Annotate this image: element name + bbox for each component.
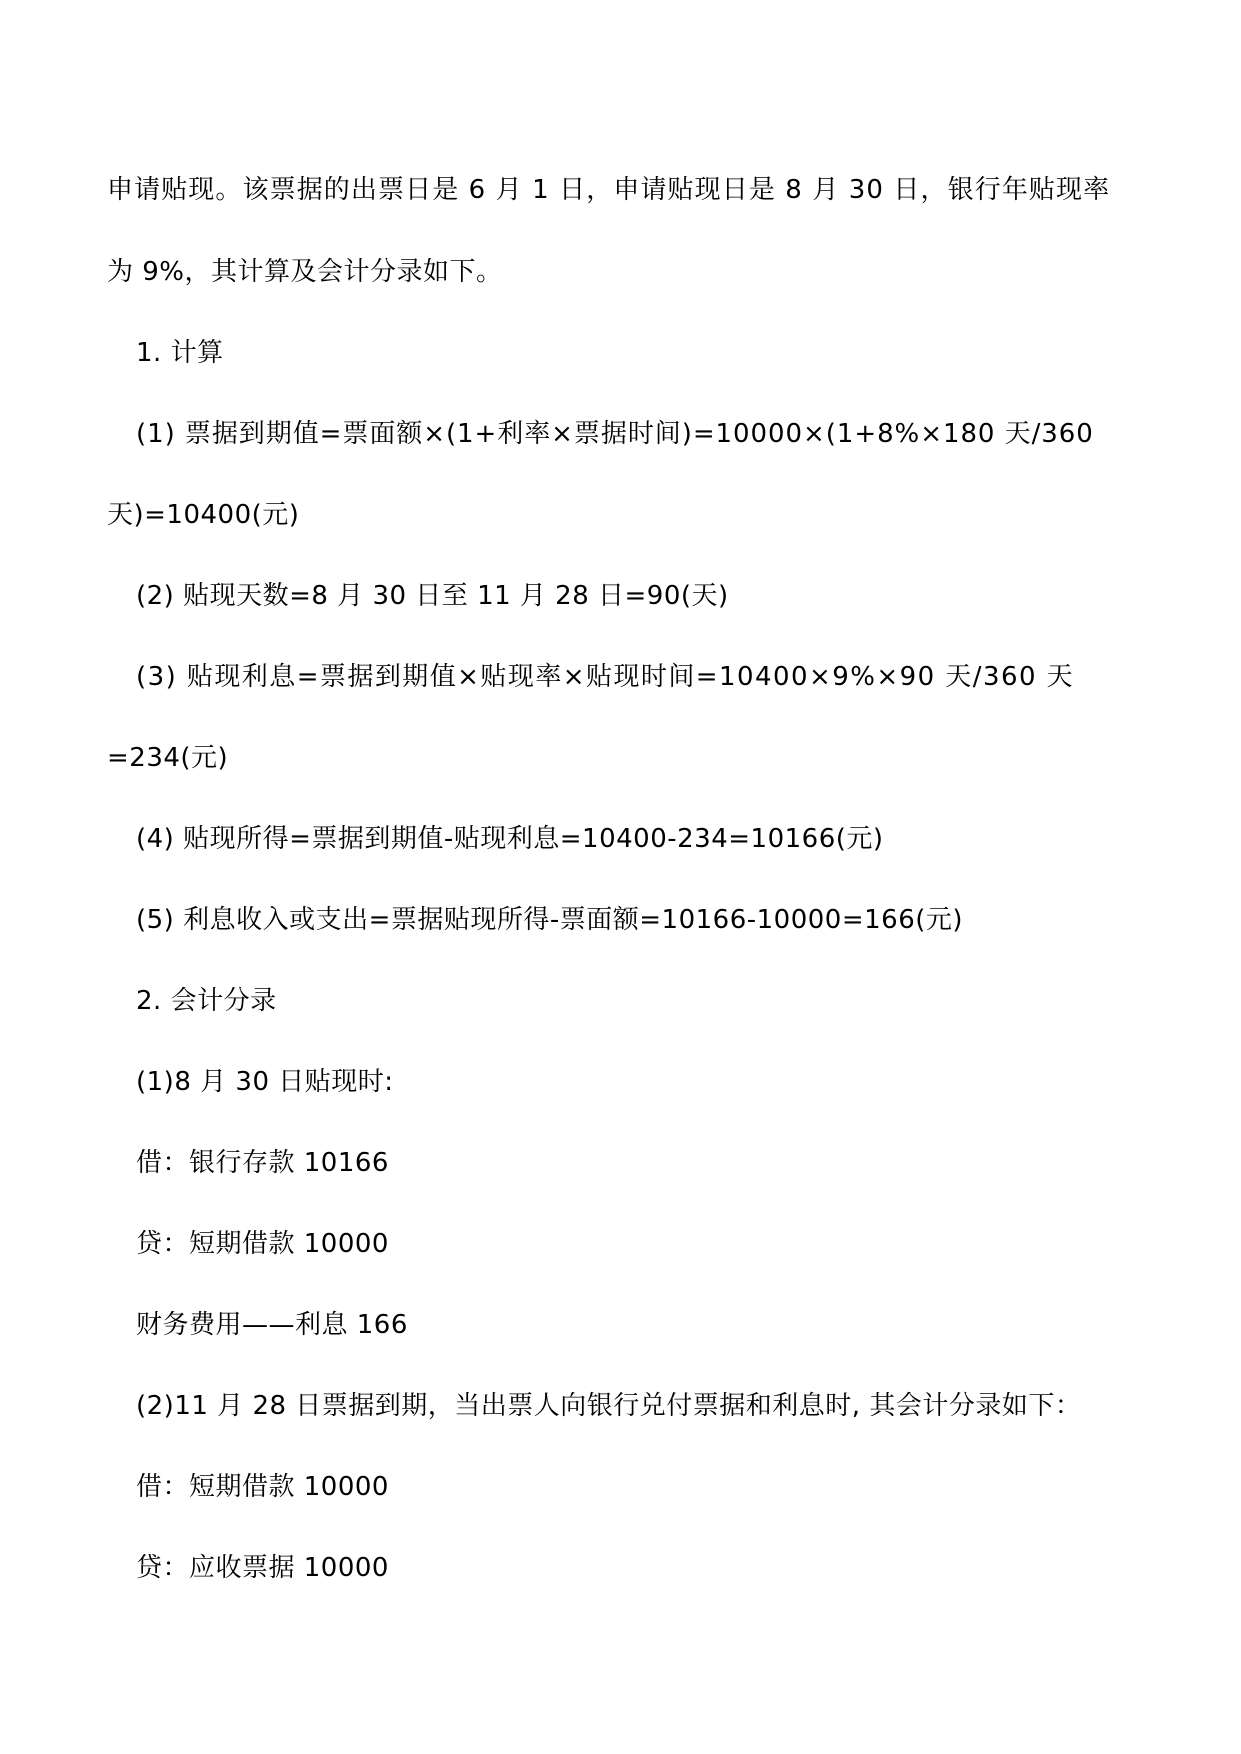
calc-step-3-line-1: (3) 贴现利息=票据到期值×贴现率×贴现时间=10400×9%×90 天/360 天 — [136, 662, 1075, 692]
calc-step-1-line-2: 天)=10400(元) — [107, 500, 300, 530]
calc-step-3-line-2: =234(元) — [107, 743, 229, 773]
entry-1-credit: 贷：短期借款 10000 — [136, 1229, 389, 1259]
calc-step-5: (5) 利息收入或支出=票据贴现所得-票面额=10166-10000=166(元) — [136, 905, 964, 935]
entry-2-debit: 借：短期借款 10000 — [136, 1472, 389, 1502]
entry-2-credit: 贷：应收票据 10000 — [136, 1553, 389, 1583]
section-heading-calculation: 1. 计算 — [136, 338, 224, 368]
calc-step-2: (2) 贴现天数=8 月 30 日至 11 月 28 日=90(天) — [136, 581, 729, 611]
calc-step-4: (4) 贴现所得=票据到期值-贴现利息=10400-234=10166(元) — [136, 824, 884, 854]
entry-1-credit-2: 财务费用——利息 166 — [136, 1310, 408, 1340]
section-heading-entries: 2. 会计分录 — [136, 986, 277, 1016]
entry-2-title: (2)11 月 28 日票据到期，当出票人向银行兑付票据和利息时, 其会计分录如下： — [136, 1391, 1082, 1421]
calc-step-1-line-1: (1) 票据到期值=票面额×(1+利率×票据时间)=10000×(1+8%×180 天/360 — [136, 419, 1094, 449]
entry-1-debit: 借：银行存款 10166 — [136, 1148, 389, 1178]
paragraph-line-1: 申请贴现。该票据的出票日是 6 月 1 日，申请贴现日是 8 月 30 日，银行年贴现率 — [107, 175, 1111, 205]
entry-1-title: (1)8 月 30 日贴现时: — [136, 1067, 394, 1097]
paragraph-line-2: 为 9%，其计算及会计分录如下。 — [107, 257, 503, 287]
